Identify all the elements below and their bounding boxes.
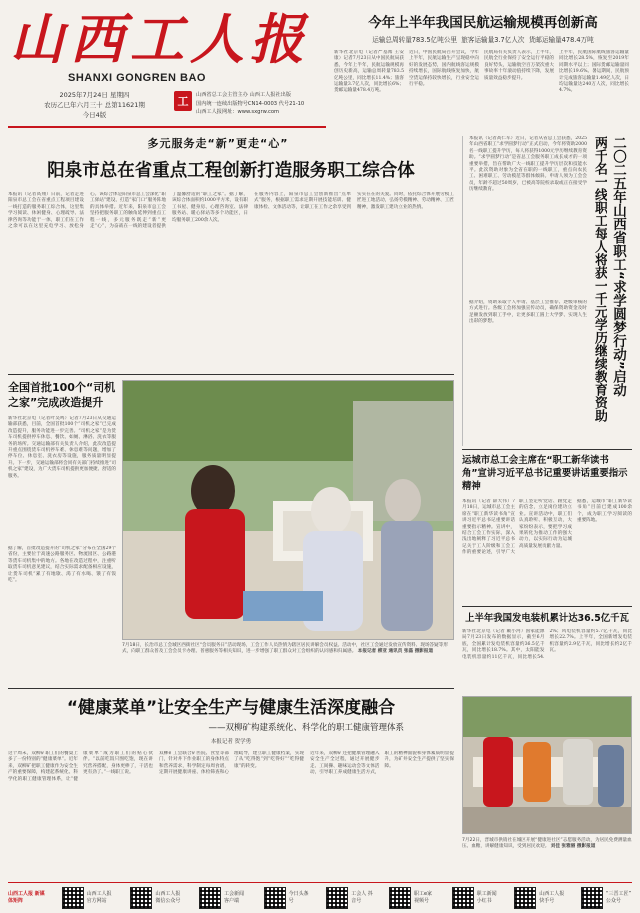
qr-code-icon — [199, 887, 221, 909]
yuncheng-body2: 据悉，运城市“职工新华读书角”目前已建成100余个，成为职工学习阅读的重要阵地。 — [577, 499, 632, 524]
masthead — [8, 6, 326, 124]
qr-code-icon — [514, 887, 536, 909]
photo-caption-credit: 本报记者 柳亚 通讯员 张磊 摄影报道 — [357, 649, 434, 655]
rule-brief — [462, 606, 632, 607]
lunar-line: 农历乙巳年六月三十 总第11621期 — [44, 101, 145, 109]
top-story-col4: 上半年，民航国际航线旅客运输量同比增长28.5%，恢复至2019年同期水平以上；国际货邮运输量同比增长19.6%。暑运期间，民航预计完成旅客运输量1.49亿人次，日均运输量达240万人次，同比增长4.7%。 — [559, 50, 629, 94]
qr-code-icon — [130, 887, 152, 909]
issue-info — [12, 90, 177, 120]
yangquan-headline: 阳泉市总在省重点工程创新打造服务职工综合体 — [47, 161, 415, 181]
top-story-col2: 近日，中国民航局召开会议，今年上半年，民航运输生产呈现稳中向好的发展态势，国内航线客运规模持续增长，国际航线恢复加快，航空货运保持较快增长，行业安全运行平稳。 — [409, 50, 479, 88]
sponsor-1: 山西省总工会主管主办 — [196, 92, 248, 98]
yuncheng-body: 本报讯（记者 薛大伟）7月18日，运城市总工会主席在“职工新华读书角”宣讲习近平总书记重要讲话重要指示精神。宣讲中，结合工会工作实际，深入浅出地阐释了习近平总书记关于工人阶级和工会工作的重要论述，引导广大职工坚定听党话、跟党走的信念，立足岗位建功立业。宣讲活动中，职工们认真聆听、积极互动，大家纷纷表示，要把学习成果转化为推动工作的强大动力，以实际行动为运城高质量发展贡献力量。 — [462, 499, 572, 556]
rule-right-col2 — [462, 449, 632, 450]
feature-vtitle-2: 二〇二五年山西省职工“求学圆梦行动”启动 — [610, 136, 626, 397]
health-photo-caption-credit: 刘佳 张雅丽 摄影报道 — [550, 844, 596, 850]
sponsor-info — [196, 91, 326, 117]
masthead-pinyin: SHANXI GONGREN BAO — [68, 72, 206, 84]
subline-3: 货邮运输量478.4万吨 — [528, 36, 594, 44]
footer-item[interactable] — [452, 885, 499, 911]
footer-item-label: 山西工人报 快手号 — [539, 891, 565, 904]
top-story-sublines — [334, 36, 632, 45]
feature-body: 本报讯（记者高仁军）近日，记者从省总工会获悉，2025年山西省职工“求学圆梦行动”正式启动，今年将资助2000名一线职工提升学历，每人将获得1000元学历继续教育资助。“求学圆梦行动”是省总工会服务职工成长成才的一项重要举措，旨在帮助广大一线职工提升学历层次和技能水平。此次资助对象为全省在职的一线职工，重点向农民工、困难职工、劳动模范等群体倾斜。申请人须为工会会员，年龄不超过50周岁，已被高等院校录取或正在接受学历继续教育。 — [469, 136, 587, 193]
health-body2: 双柳矿工会联合矿医院、食堂等部门，针对井下作业职工的身体特点和营养需求，科学制定每周食谱，定期开展健康讲座、体检筛查和心理疏导，建立职工健康档案，实现了从“吃得饱”到“吃得好”“吃得健康”的转变。 — [159, 751, 304, 776]
yangquan-kicker: 多元服务走“新”更走“心” — [147, 137, 289, 150]
yangquan-body: 本报讯（记者高翔）日前，记者走进阳泉市总工会在省重点工程项目建设一线打造的服务职工综合体，这里集学习阅读、休闲健身、心理疏导、法律咨询等功能于一体，职工们在工作之余可以在这里充电学习、放松身心。该综合体是阳泉市总工会深化“职工驿站”建设、打造“家门口”服务阵地的具体举措。近年来，阳泉市总工会坚持把服务职工的触角延伸到重点工程一线，多元服务既走“新”更走“心”，为奋战在一线的建设者提供了温馨舒适的“职工之家”。据了解，该综合体面积约1000平方米，设有职工书屋、健身房、心理咨询室、法律服务站、暖心驿站等多个功能区，日均服务职工200余人次。 — [8, 192, 248, 230]
driver-home-story — [8, 380, 116, 650]
sponsor-2: 山西工人报社出版 — [249, 92, 292, 98]
feature-vtitle-1: 两千名一线职工每人将获一千元学历继续教育资助 — [592, 136, 607, 422]
footer-item[interactable] — [389, 885, 436, 911]
footer-item[interactable] — [514, 885, 565, 911]
health-menu-story — [8, 696, 454, 878]
footer-item-label: 职工新闻 小红书 — [476, 891, 497, 904]
feature-body2: 据介绍，资助采取个人申请、基层工会推荐、逐级审核的方式进行。各级工会将加强宣传动员，确保资助资金及时足额发放到职工手中，让更多职工圆上大学梦、实现人生出彩的梦想。 — [469, 300, 587, 325]
power-body: 新华社北京电（记者 戴小河）国家能源局7月23日发布的数据显示，截至6月底，全国累计发电装机容量约36.5亿千瓦，同比增长18.7%。其中，太阳能发电装机容量约11亿千瓦，同比增长54.2%；风电装机容量约5.7亿千瓦，同比增长22.7%。上半年，全国新增发电装机容量约2.9亿千瓦，同比增长约2亿千瓦。 — [462, 629, 632, 660]
subline-2: 旅客运输量3.7亿人次 — [461, 36, 525, 44]
health-byline: 本报记者 贺学勇 — [210, 739, 252, 745]
photo-caption — [122, 643, 454, 683]
footer-item-label: 山西工人报 新媒体矩阵 — [8, 891, 45, 904]
footer-item-label: 今日头条 号 — [288, 891, 309, 904]
cn-code: 国内统一连续出版物号CN14-0003 — [196, 100, 278, 107]
footer-item-label: 工会新闻 客户端 — [223, 891, 244, 904]
footer-item[interactable] — [264, 885, 311, 911]
top-story-col1: 新华社北京电（记者严基闻 王安康）记者7月23日从中国民航局获悉，今年上半年，民航运输规模再创历史新高，运输总周转量783.5亿吨公里，同比增长11.4%；旅客运输量3.7亿人次，同比增长6%；货邮运输量478.4万吨。 — [334, 50, 404, 94]
footer-item[interactable] — [581, 885, 632, 911]
masthead-rule — [8, 126, 326, 128]
health-photo-caption-text: 7月22日，晋城市供销社在城区开展“健康进社区”志愿服务活动，为居民免费测量血压、血糖，讲解健康知识，受到居民欢迎。 — [462, 838, 632, 850]
health-body3: 近年来，双柳矿还把健康管理融入安全生产全过程，通过开展健步走、工间操、趣味运动会等文体活动，引导职工养成健康生活方式，职工的精神面貌和身体素质明显提升，为矿井安全生产提供了坚实保障。 — [310, 751, 454, 776]
footer-rule — [8, 882, 632, 883]
driver-home-headline: 全国首批100个“司机之家”完成改造提升 — [8, 381, 116, 409]
power-story — [462, 612, 632, 692]
pages-count: 今日4版 — [82, 111, 107, 119]
yuncheng-story — [462, 454, 632, 602]
yangquan-body2: 在服务内容上，阳泉市总工会创新推出“点单式”服务，根据职工需求定期开展技能培训、健康体检、文体活动等，让职工在工作之余享受到实实在在的关爱。同时，依托综合体开展劳模工匠进工地活动，弘扬劳模精神、劳动精神、工匠精神，激发职工建功立业的热情。 — [254, 192, 454, 210]
health-subheadline: ——双柳矿构建系统化、科学化的职工健康管理体系 — [208, 723, 404, 733]
photo-caption-text: 7月18日，长治市总工会城区西街社区“会员服务日”活动现场，工会工作人员热情为辖区居民讲解会员权益。活动中，社区工会通过发放宣传资料、现场答疑等形式，向职工群众普及工会会员卡办理、普惠服务等相关知识，进一步增强了职工群众对工会组织的认同感和归属感。 — [122, 643, 448, 655]
footer-item-label: 山西工人报 微信公众号 — [155, 891, 181, 904]
top-story — [334, 14, 632, 132]
qr-code-icon — [389, 887, 411, 909]
health-photo-image — [463, 697, 632, 834]
footer-item-label: “三晋工匠” 公众号 — [605, 891, 632, 904]
rule-bottom — [8, 688, 454, 689]
top-story-col3: 民航局有关负责人表示，上半年，民航全行业保持了安全运行平稳的良好势头，运输航空百万架次重大事故率十年滚动值持续下降，发展质量效益稳步提升。 — [484, 50, 554, 81]
footer-item-label: 职工e家 视频号 — [413, 891, 433, 904]
qr-code-icon — [326, 887, 348, 909]
footer-item[interactable] — [62, 885, 115, 911]
yuncheng-headline: 运城市总工会主席在“职工新华读书角”宣讲习近平总书记重要讲话重要指示精神 — [462, 455, 628, 492]
footer-item-label: 工会人 抖音号 — [351, 891, 373, 904]
postal-code: 代号21-10 — [278, 100, 305, 107]
community-photo — [122, 380, 454, 640]
date-line: 2025年7月24日 星期四 — [59, 91, 130, 99]
community-photo-image — [123, 381, 454, 640]
rule-left-col2 — [8, 374, 454, 375]
yangquan-story — [8, 136, 454, 370]
footer-item[interactable] — [199, 885, 248, 911]
qr-code-icon — [62, 887, 84, 909]
qr-code-icon — [452, 887, 474, 909]
badge-text: 工 — [177, 95, 189, 108]
subline-1: 运输总周转量783.5亿吨公里 — [372, 36, 458, 44]
power-headline: 上半年我国发电装机累计达36.5亿千瓦 — [465, 613, 629, 624]
footer-item[interactable] — [130, 885, 183, 911]
driver-home-body: 新华社北京电（记者叶昊鸣）记者7月23日从交通运输部获悉，目前，全国首批100个“司机之家”已完成改造提升，服务功能进一步完善。“司机之家”是为货车司机提供停车休息、餐饮、如厕、淋浴、洗衣等服务的场所。交通运输部有关负责人介绍，此次改造提升重点围绕货车司机停车难、休息难等问题，增加了停车位、休息室、洗衣房等设施，服务质量明显提升。下一步，交通运输部将会同有关部门持续推进“司机之家”建设，为广大货车司机提供更加便捷、舒适的服务。 — [8, 416, 116, 479]
top-story-headline: 今年上半年我国民航运输规模再创新高 — [368, 15, 598, 31]
health-headline: “健康菜单”让安全生产与健康生活深度融合 — [66, 698, 396, 718]
driver-home-body2: 据了解，首批改造提升的“司机之家”分布在全国29个省份，主要位于高速公路服务区、物流园区、公路港等货车司机集中的地方。各地在改造过程中，注重听取货车司机意见建议，结合实际需求配备相应设施，让货车司机“累了有地歇、渴了有水喝、饿了有饭吃”。 — [8, 546, 116, 584]
footer-media-bar — [8, 885, 632, 911]
health-photo — [462, 696, 632, 834]
footer-item[interactable] — [326, 885, 373, 911]
masthead-badge — [174, 91, 192, 111]
qr-code-icon — [581, 887, 603, 909]
footer-item[interactable] — [8, 885, 46, 911]
right-feature — [462, 136, 632, 446]
health-photo-caption — [462, 838, 632, 878]
website: 山西工人报网址：www.sxgrw.com — [196, 109, 280, 115]
health-body: 这个周末，双柳矿职工们的餐桌上多了一份特别的“健康菜单”。近年来，双柳矿把职工健康作为安全生产的重要保障，构建起系统化、科学化的职工健康管理体系，让“健康菜单”成为职工们的贴心伙伴。“以前吃饭只图吃饱，现在讲究营养搭配，身体更棒了，干活也更有劲了。”一线职工说。 — [8, 751, 153, 782]
footer-item-label: 山西工人报 官方网站 — [86, 891, 112, 904]
qr-code-icon — [264, 887, 286, 909]
masthead-title: 山西工人报 — [10, 7, 310, 71]
